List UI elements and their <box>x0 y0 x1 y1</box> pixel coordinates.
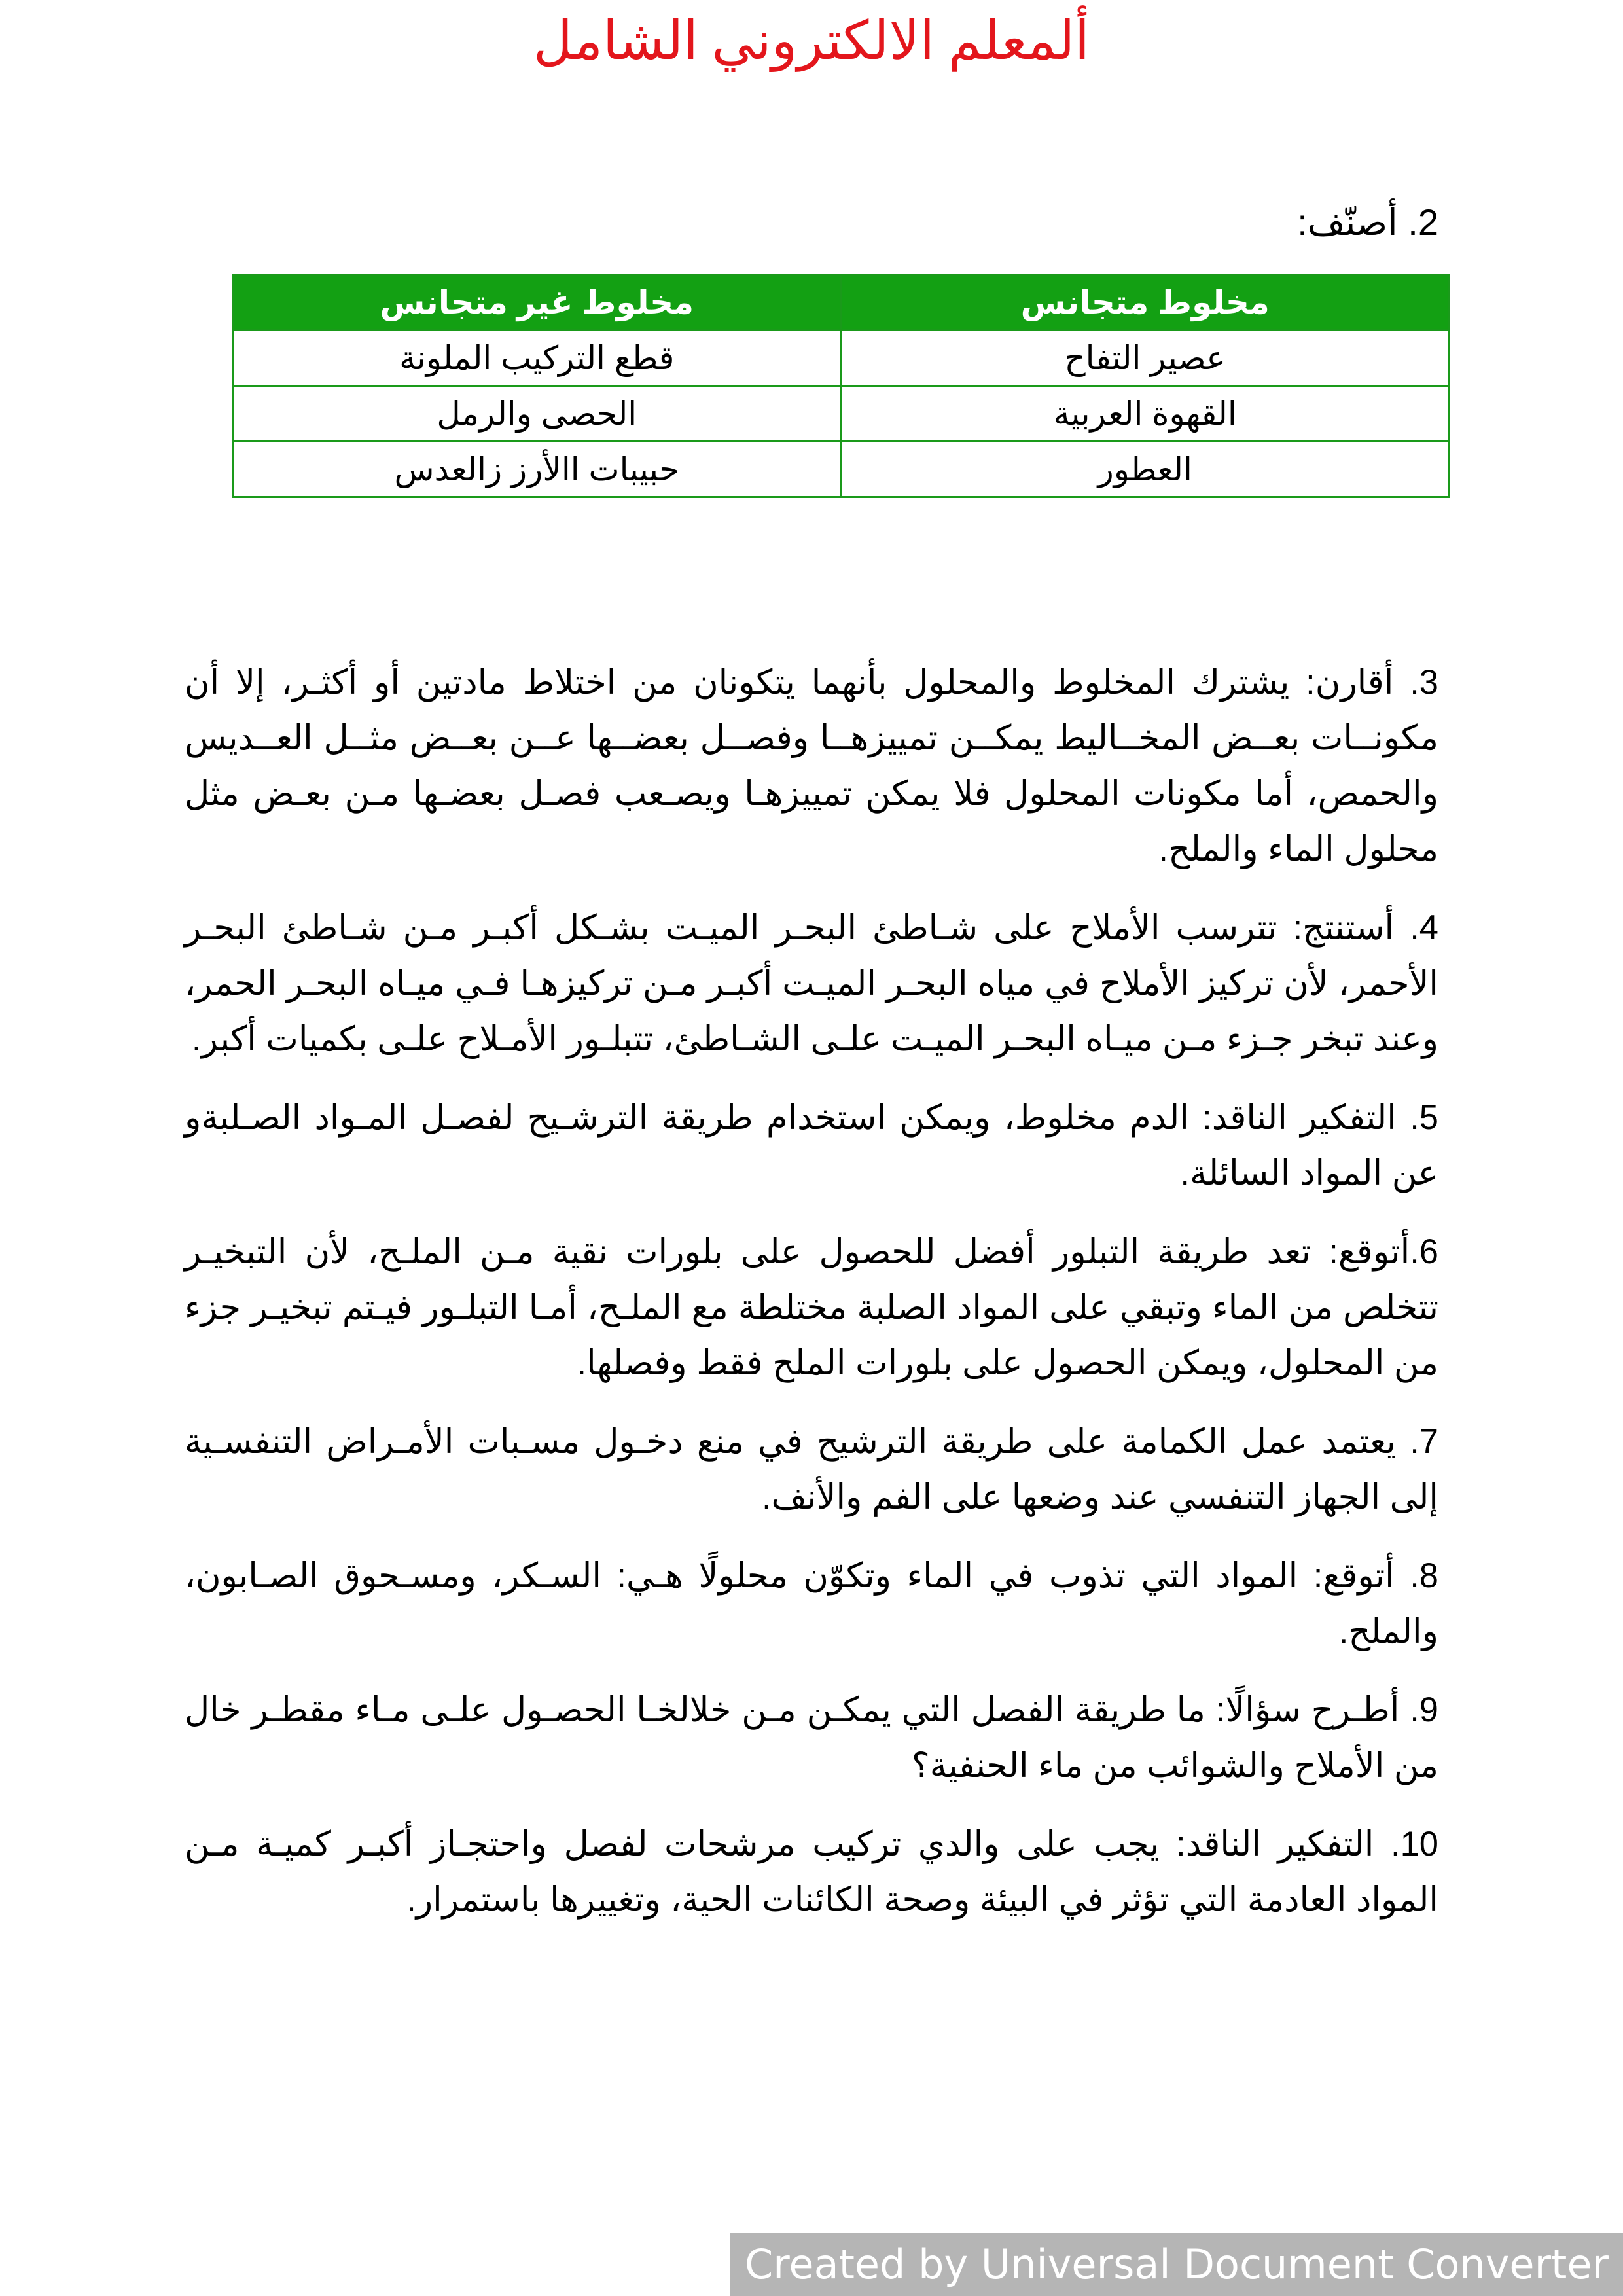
answer-7: 7. يعتمد عمل الكمامة على طريقة الترشيح في منع دخـول مسـبات الأمـراض التنفسـية إلى الجهاز التنفسي عند وضعها على الفم والأنف. <box>185 1422 1438 1516</box>
answer-4: 4. أستنتج: تترسب الأملاح على شـاطئ البحـر الميـت بشـكل أكبـر مـن شـاطئ البحـر الأحمر، لأن تركيز الأملاح في مياه البحـر الميـت أكبـر مـن تركيزهـا فـي ميـاه البحـر الحمر، وعند تبخر جـزء مـن ميـاه البحـر الميـت علـى الشـاطئ، تتبلـور الأمـلاح علـى بكميات أكبر. <box>185 908 1438 1058</box>
table-cell: حبيبات االأرز زالعدس <box>233 442 842 497</box>
watermark: Created by Universal Document Converter <box>730 2233 1623 2296</box>
answer-6: 6.أتوقع: تعد طريقة التبلور أفضل للحصول على بلورات نقية مـن الملـح، لأن التبخيـر تتخلص من الماء وتبقي على المواد الصلبة مختلطة مع الملـح، أمـا التبلـور فيـتم تبخيـر جزء من المحلول، ويمكن الحصول على بلورات الملح فقط وفصلها. <box>185 1232 1438 1382</box>
table-row <box>233 386 1450 442</box>
table-row <box>233 442 1450 497</box>
answer-3: 3. أقارن: يشترك المخلوط والمحلول بأنهما يتكونان من اختلاط مادتين أو أكثـر، إلا أن مكونــات بعــض المخــاليط يمكــن تمييزهــا وفصــل بعضــها عــن بعــض مثــل العــديس والحمص، أما مكونات المحلول فلا يمكن تمييزهـا ويصـعب فصـل بعضـها مـن بعـض مثل محلول الماء والملح. <box>185 663 1438 869</box>
table-cell: قطع التركيب الملونة <box>233 331 842 386</box>
header-title: ألمعلم الالكتروني الشامل <box>533 11 1090 71</box>
answer-8: 8. أتوقع: المواد التي تذوب في الماء وتكوّن محلولًا هـي: السـكر، ومسـحوق الصـابون، والملح. <box>185 1556 1438 1651</box>
page-header <box>0 5 1623 77</box>
answer-9: 9. أطـرح سؤالًا: ما طريقة الفصل التي يمكـن مـن خلالخـا الحصـول علـى مـاء مقطـر خال من الأملاح والشوائب من ماء الحنفية؟ <box>185 1691 1438 1785</box>
classification-table <box>232 274 1450 498</box>
table-header-row <box>233 275 1450 331</box>
table-cell: عصير التفاح <box>841 331 1450 386</box>
header-heterogeneous-mixture: مخلوط غير متجانس <box>233 275 842 331</box>
table-cell: الحصى والرمل <box>233 386 842 442</box>
answer-10: 10. التفكير الناقد: يجب على والدي تركيب مرشحات لفصل واحتجـاز أكبـر كميـة مـن المواد العادمة التي تؤثر في البيئة وصحة الكائنات الحية، وتغييرها باستمرار. <box>185 1825 1438 1919</box>
answers-section <box>185 655 1438 1950</box>
table-cell: القهوة العربية <box>841 386 1450 442</box>
question-2-label: 2. أصنّف: <box>1297 202 1438 243</box>
table-row <box>233 331 1450 386</box>
answer-5: 5. التفكير الناقد: الدم مخلوط، ويمكن استخدام طريقة الترشـيح لفصـل المـواد الصـلبةو عن المواد السائلة. <box>185 1098 1438 1193</box>
header-homogeneous-mixture: مخلوط متجانس <box>841 275 1450 331</box>
table-cell: العطور <box>841 442 1450 497</box>
